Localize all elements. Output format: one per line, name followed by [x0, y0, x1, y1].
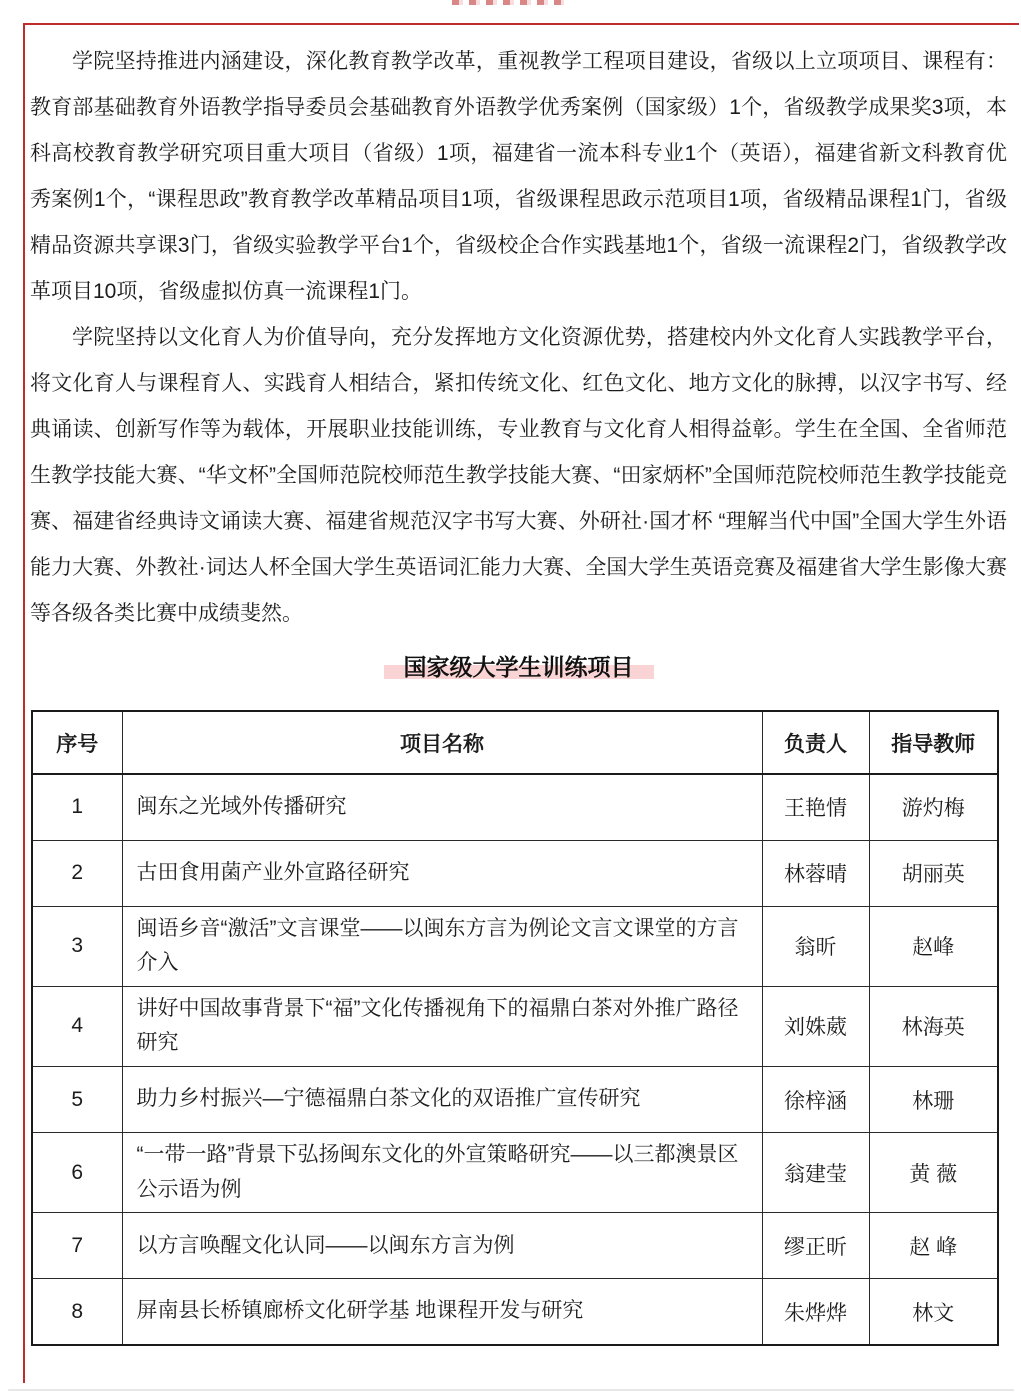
col-header-no: 序号 [32, 711, 122, 774]
table-row [32, 840, 998, 906]
cell-no: 6 [32, 1133, 122, 1213]
cell-advisor: 赵峰 [869, 906, 998, 986]
cell-leader: 刘姝葳 [762, 986, 869, 1066]
table-header-row [32, 711, 998, 774]
table-row [32, 774, 998, 840]
cell-leader: 王艳情 [762, 774, 869, 840]
cell-leader: 翁昕 [762, 906, 869, 986]
cell-advisor: 林珊 [869, 1067, 998, 1133]
cell-no: 5 [32, 1067, 122, 1133]
bottom-divider [8, 1389, 1014, 1391]
table-row [32, 1133, 998, 1213]
cell-project: 闽语乡音“激活”文言课堂——以闽东方言为例论文言文课堂的方言介入 [122, 906, 762, 986]
paragraph-teaching-projects: 学院坚持推进内涵建设，深化教育教学改革，重视教学工程项目建设，省级以上立项项目、课程有：教育部基础教育外语教学指导委员会基础教育外语教学优秀案例（国家级）1个，省级教学成果奖3项，本科高校教育教学研究项目重大项目（省级）1项，福建省一流本科专业1个（英语），福建省新文科教育优秀案例1个，“课程思政”教育教学改革精品项目1项，省级课程思政示范项目1项，省级精品课程1门，省级精品资源共享课3门，省级实验教学平台1个，省级校企合作实践基地1个，省级一流课程2门，省级教学改革项目10项，省级虚拟仿真一流课程1门。 [30, 50, 1007, 303]
cell-no: 7 [32, 1213, 122, 1279]
cell-project: 讲好中国故事背景下“福”文化传播视角下的福鼎白茶对外推广路径研究 [122, 986, 762, 1066]
cell-no: 4 [32, 986, 122, 1066]
table-row [32, 1213, 998, 1279]
projects-table [31, 710, 999, 1346]
cell-no: 1 [32, 774, 122, 840]
cell-no: 8 [32, 1279, 122, 1345]
cell-advisor: 胡丽英 [869, 840, 998, 906]
cell-project: 古田食用菌产业外宣路径研究 [122, 840, 762, 906]
col-header-leader: 负责人 [762, 711, 869, 774]
section-heading [30, 649, 1007, 682]
col-header-advisor: 指导教师 [869, 711, 998, 774]
cell-advisor: 黄 薇 [869, 1133, 998, 1213]
article-body [30, 39, 1007, 637]
clipped-heading-fragment [452, 0, 564, 5]
cell-advisor: 林海英 [869, 986, 998, 1066]
cell-project: 助力乡村振兴—宁德福鼎白茶文化的双语推广宣传研究 [122, 1067, 762, 1133]
cell-project: “一带一路”背景下弘扬闽东文化的外宣策略研究——以三都澳景区公示语为例 [122, 1133, 762, 1213]
cell-project: 以方言唤醒文化认同——以闽东方言为例 [122, 1213, 762, 1279]
cell-no: 3 [32, 906, 122, 986]
cell-leader: 徐梓涵 [762, 1067, 869, 1133]
cell-leader: 朱烨烨 [762, 1279, 869, 1345]
cell-project: 闽东之光域外传播研究 [122, 774, 762, 840]
table-row [32, 906, 998, 986]
content-box [23, 23, 1019, 1383]
cell-advisor: 赵 峰 [869, 1213, 998, 1279]
cell-advisor: 林文 [869, 1279, 998, 1345]
col-header-project: 项目名称 [122, 711, 762, 774]
table-row [32, 1067, 998, 1133]
cell-advisor: 游灼梅 [869, 774, 998, 840]
cell-project: 屏南县长桥镇廊桥文化研学基 地课程开发与研究 [122, 1279, 762, 1345]
cell-no: 2 [32, 840, 122, 906]
cell-leader: 林蓉晴 [762, 840, 869, 906]
paragraph-culture-education: 学院坚持以文化育人为价值导向，充分发挥地方文化资源优势，搭建校内外文化育人实践教学平台，将文化育人与课程育人、实践育人相结合，紧扣传统文化、红色文化、地方文化的脉搏，以汉字书写、经典诵读、创新写作等为载体，开展职业技能训练，专业教育与文化育人相得益彰。学生在全国、全省师范生教学技能大赛、“华文杯”全国师范院校师范生教学技能大赛、“田家炳杯”全国师范院校师范生教学技能竞赛、福建省经典诗文诵读大赛、福建省规范汉字书写大赛、外研社·国才杯 “理解当代中国”全国大学生外语能力大赛、外教社·词达人杯全国大学生英语词汇能力大赛、全国大学生英语竞赛及福建省大学生影像大赛等各级各类比赛中成绩斐然。 [30, 326, 1007, 625]
section-heading-highlight: 国家级大学生训练项目 [384, 654, 654, 680]
table-row [32, 1279, 998, 1345]
cell-leader: 缪正昕 [762, 1213, 869, 1279]
cell-leader: 翁建莹 [762, 1133, 869, 1213]
table-row [32, 986, 998, 1066]
